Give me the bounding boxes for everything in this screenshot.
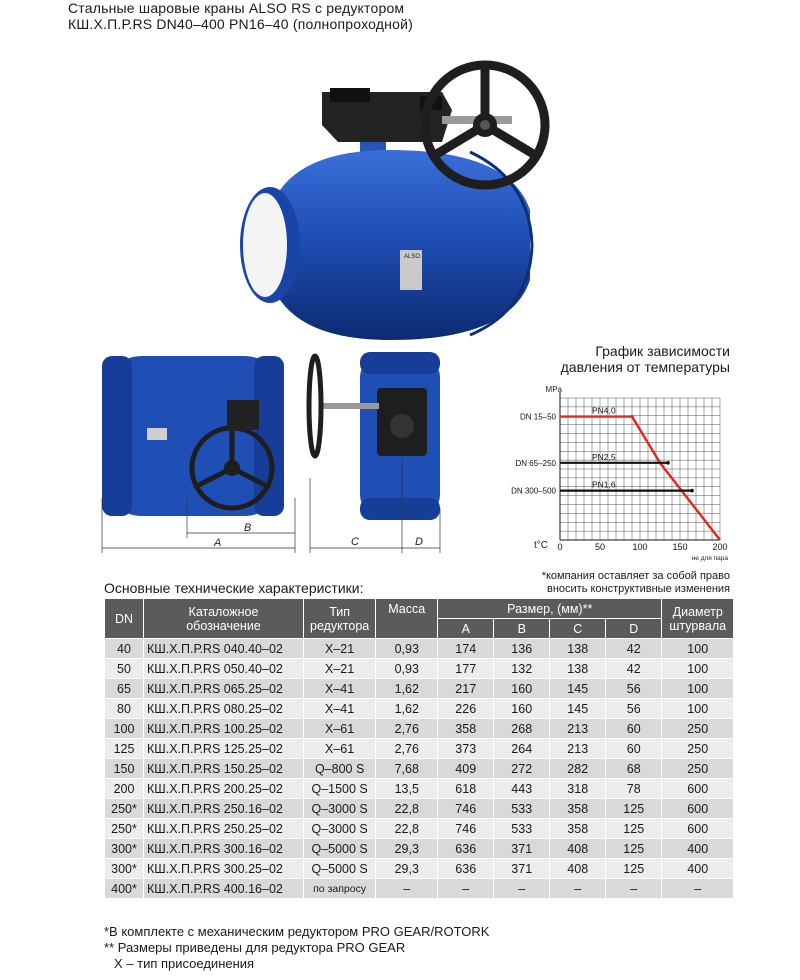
- footnote-1: *В комплекте с механическим редуктором PRO GEAR/ROTORK: [104, 924, 490, 939]
- cell-mass: 29,3: [376, 859, 438, 879]
- cell-a: 174: [438, 639, 494, 659]
- chart-x-unit: t°C: [534, 540, 548, 551]
- dim-label-c: C: [351, 536, 359, 548]
- cell-dn: 400*: [105, 879, 144, 899]
- table-row: [105, 839, 734, 859]
- cell-mass: 22,8: [376, 799, 438, 819]
- chart-dn-labels: [511, 413, 556, 496]
- cell-d: 56: [606, 699, 662, 719]
- cell-gear: по запросу: [304, 879, 376, 899]
- cell-mass: 2,76: [376, 739, 438, 759]
- cell-gear: Q–5000 S: [304, 839, 376, 859]
- cell-b: 264: [494, 739, 550, 759]
- table-row: [105, 779, 734, 799]
- cell-gear: X–61: [304, 739, 376, 759]
- cell-dn: 100: [105, 719, 144, 739]
- dim-label-d: D: [415, 536, 423, 548]
- cell-gear: X–41: [304, 679, 376, 699]
- cell-dn: 250*: [105, 819, 144, 839]
- cell-b: 160: [494, 699, 550, 719]
- cell-wheel: 100: [662, 659, 734, 679]
- cell-a: 358: [438, 719, 494, 739]
- chart-note-line1: *компания оставляет за собой право: [541, 570, 730, 582]
- cell-dn: 300*: [105, 859, 144, 879]
- cell-d: 125: [606, 799, 662, 819]
- cell-b: 268: [494, 719, 550, 739]
- series-point: [666, 461, 670, 465]
- header-size: Размер, (мм)**: [438, 599, 662, 619]
- cell-gear: X–21: [304, 659, 376, 679]
- cell-wheel: 400: [662, 859, 734, 879]
- cell-dn: 125: [105, 739, 144, 759]
- cell-d: 42: [606, 659, 662, 679]
- table-row: [105, 639, 734, 659]
- cell-a: 636: [438, 859, 494, 879]
- cell-catalog: КШ.Х.П.Р.RS 100.25–02: [144, 719, 304, 739]
- cell-c: 408: [550, 839, 606, 859]
- cell-a: 217: [438, 679, 494, 699]
- cell-mass: 7,68: [376, 759, 438, 779]
- cell-catalog: КШ.Х.П.Р.RS 200.25–02: [144, 779, 304, 799]
- cell-dn: 50: [105, 659, 144, 679]
- pn-label: PN4,0: [592, 405, 616, 416]
- cell-dn: 200: [105, 779, 144, 799]
- cell-d: 125: [606, 819, 662, 839]
- cell-mass: 29,3: [376, 839, 438, 859]
- cell-a: 746: [438, 819, 494, 839]
- cell-b: 272: [494, 759, 550, 779]
- cell-c: –: [550, 879, 606, 899]
- table-row: [105, 739, 734, 759]
- cell-d: 60: [606, 739, 662, 759]
- x-tick-label: 50: [594, 542, 606, 552]
- header-catalog: Каталожное обозначение: [144, 599, 304, 639]
- cell-dn: 300*: [105, 839, 144, 859]
- cell-catalog: КШ.Х.П.Р.RS 150.25–02: [144, 759, 304, 779]
- cell-wheel: 250: [662, 719, 734, 739]
- header-d: D: [606, 619, 662, 639]
- header-dn: DN: [105, 599, 144, 639]
- chart-note-line2: вносить конструктивные изменения: [546, 583, 730, 595]
- cell-wheel: –: [662, 879, 734, 899]
- chart-title: [560, 343, 730, 375]
- cell-catalog: КШ.Х.П.Р.RS 065.25–02: [144, 679, 304, 699]
- cell-b: 533: [494, 819, 550, 839]
- cell-catalog: КШ.Х.П.Р.RS 300.16–02: [144, 839, 304, 859]
- brand-plate: ALSO: [404, 254, 421, 260]
- x-tick-label: 100: [632, 542, 648, 552]
- cell-gear: Q–800 S: [304, 759, 376, 779]
- table-row: [105, 859, 734, 879]
- chart-title-line1: График зависимости: [595, 343, 730, 359]
- cell-b: 160: [494, 679, 550, 699]
- header-gear: Тип редуктора: [304, 599, 376, 639]
- cell-d: 42: [606, 639, 662, 659]
- cell-a: 226: [438, 699, 494, 719]
- cell-d: 60: [606, 719, 662, 739]
- header-wheel: Диаметр штурвала: [662, 599, 734, 639]
- cell-catalog: КШ.Х.П.Р.RS 080.25–02: [144, 699, 304, 719]
- cell-wheel: 100: [662, 639, 734, 659]
- dn-label: DN 300–500: [511, 486, 556, 496]
- footnote-3: X – тип присоединения: [114, 956, 255, 971]
- x-tick-label: 0: [557, 542, 563, 552]
- page-title-line2: КШ.Х.П.Р.RS DN40–400 PN16–40 (полнопроходной): [68, 16, 413, 32]
- cell-wheel: 400: [662, 839, 734, 859]
- cell-gear: X–21: [304, 639, 376, 659]
- cell-dn: 80: [105, 699, 144, 719]
- cell-c: 138: [550, 639, 606, 659]
- cell-catalog: КШ.Х.П.Р.RS 050.40–02: [144, 659, 304, 679]
- cell-d: 125: [606, 859, 662, 879]
- cell-c: 213: [550, 739, 606, 759]
- chart-grid: [560, 392, 720, 540]
- footnote-2: ** Размеры приведены для редуктора PRO GEAR: [104, 940, 406, 955]
- cell-mass: 2,76: [376, 719, 438, 739]
- cell-d: –: [606, 879, 662, 899]
- pressure-temperature-chart: [490, 380, 750, 565]
- cell-a: 746: [438, 799, 494, 819]
- cell-a: 373: [438, 739, 494, 759]
- cell-gear: Q–1500 S: [304, 779, 376, 799]
- cell-wheel: 250: [662, 759, 734, 779]
- chart-x-note: не для пара: [691, 555, 728, 562]
- dn-label: DN 65–250: [515, 458, 556, 468]
- section-title: Основные технические характеристики:: [104, 580, 364, 596]
- dim-label-b: B: [244, 522, 252, 534]
- cell-d: 125: [606, 839, 662, 859]
- valve-main-image: [230, 30, 570, 340]
- pn-label: PN2,5: [592, 451, 616, 462]
- cell-b: 371: [494, 859, 550, 879]
- cell-wheel: 600: [662, 779, 734, 799]
- cell-d: 68: [606, 759, 662, 779]
- cell-gear: Q–3000 S: [304, 799, 376, 819]
- header-mass: Масса: [376, 599, 438, 639]
- x-tick-label: 200: [712, 542, 728, 552]
- series-point: [630, 415, 634, 419]
- cell-c: 145: [550, 679, 606, 699]
- cell-b: 132: [494, 659, 550, 679]
- cell-a: 177: [438, 659, 494, 679]
- cell-dn: 250*: [105, 799, 144, 819]
- cell-c: 408: [550, 859, 606, 879]
- table-row: [105, 759, 734, 779]
- cell-a: 636: [438, 839, 494, 859]
- pn-label: PN1,6: [592, 479, 616, 490]
- cell-mass: 13,5: [376, 779, 438, 799]
- cell-gear: Q–3000 S: [304, 819, 376, 839]
- chart-title-line2: давления от температуры: [560, 359, 730, 375]
- chart-pn-labels: [592, 406, 616, 490]
- cell-b: 533: [494, 799, 550, 819]
- cell-mass: 1,62: [376, 679, 438, 699]
- dn-label: DN 15–50: [519, 412, 556, 422]
- cell-mass: 1,62: [376, 699, 438, 719]
- dim-label-a: A: [214, 537, 222, 549]
- cell-catalog: КШ.Х.П.Р.RS 250.16–02: [144, 799, 304, 819]
- cell-mass: –: [376, 879, 438, 899]
- cell-mass: 0,93: [376, 639, 438, 659]
- header-c: C: [550, 619, 606, 639]
- cell-a: 618: [438, 779, 494, 799]
- cell-b: 371: [494, 839, 550, 859]
- cell-b: –: [494, 879, 550, 899]
- table-row: [105, 879, 734, 899]
- cell-catalog: КШ.Х.П.Р.RS 400.16–02: [144, 879, 304, 899]
- cell-wheel: 600: [662, 819, 734, 839]
- cell-catalog: КШ.Х.П.Р.RS 250.25–02: [144, 819, 304, 839]
- cell-c: 318: [550, 779, 606, 799]
- cell-c: 358: [550, 819, 606, 839]
- table-row: [105, 799, 734, 819]
- cell-wheel: 100: [662, 679, 734, 699]
- cell-wheel: 100: [662, 699, 734, 719]
- cell-c: 213: [550, 719, 606, 739]
- cell-gear: X–41: [304, 699, 376, 719]
- cell-gear: X–61: [304, 719, 376, 739]
- header-a: A: [438, 619, 494, 639]
- table-row: [105, 679, 734, 699]
- cell-mass: 0,93: [376, 659, 438, 679]
- page-title-line1: Стальные шаровые краны ALSO RS с редуктором: [68, 0, 405, 16]
- table-row: [105, 819, 734, 839]
- cell-b: 136: [494, 639, 550, 659]
- spec-table: [104, 598, 734, 899]
- cell-catalog: КШ.Х.П.Р.RS 040.40–02: [144, 639, 304, 659]
- cell-a: 409: [438, 759, 494, 779]
- cell-d: 56: [606, 679, 662, 699]
- x-tick-label: 150: [672, 542, 688, 552]
- chart-note: [520, 570, 730, 596]
- cell-d: 78: [606, 779, 662, 799]
- series-point: [690, 489, 694, 493]
- cell-dn: 65: [105, 679, 144, 699]
- chart-y-unit: MPa: [545, 385, 562, 394]
- footnotes: [104, 924, 489, 972]
- valve-side-view-ab: [92, 348, 302, 558]
- cell-c: 358: [550, 799, 606, 819]
- chart-x-ticks: [557, 542, 727, 552]
- cell-catalog: КШ.Х.П.Р.RS 125.25–02: [144, 739, 304, 759]
- table-row: [105, 719, 734, 739]
- cell-c: 282: [550, 759, 606, 779]
- cell-wheel: 600: [662, 799, 734, 819]
- table-row: [105, 699, 734, 719]
- cell-wheel: 250: [662, 739, 734, 759]
- table-row: [105, 659, 734, 679]
- cell-c: 138: [550, 659, 606, 679]
- cell-dn: 40: [105, 639, 144, 659]
- cell-gear: Q–5000 S: [304, 859, 376, 879]
- cell-b: 443: [494, 779, 550, 799]
- cell-a: –: [438, 879, 494, 899]
- cell-mass: 22,8: [376, 819, 438, 839]
- valve-front-view-cd: [305, 348, 445, 558]
- cell-c: 145: [550, 699, 606, 719]
- cell-catalog: КШ.Х.П.Р.RS 300.25–02: [144, 859, 304, 879]
- header-b: B: [494, 619, 550, 639]
- cell-dn: 150: [105, 759, 144, 779]
